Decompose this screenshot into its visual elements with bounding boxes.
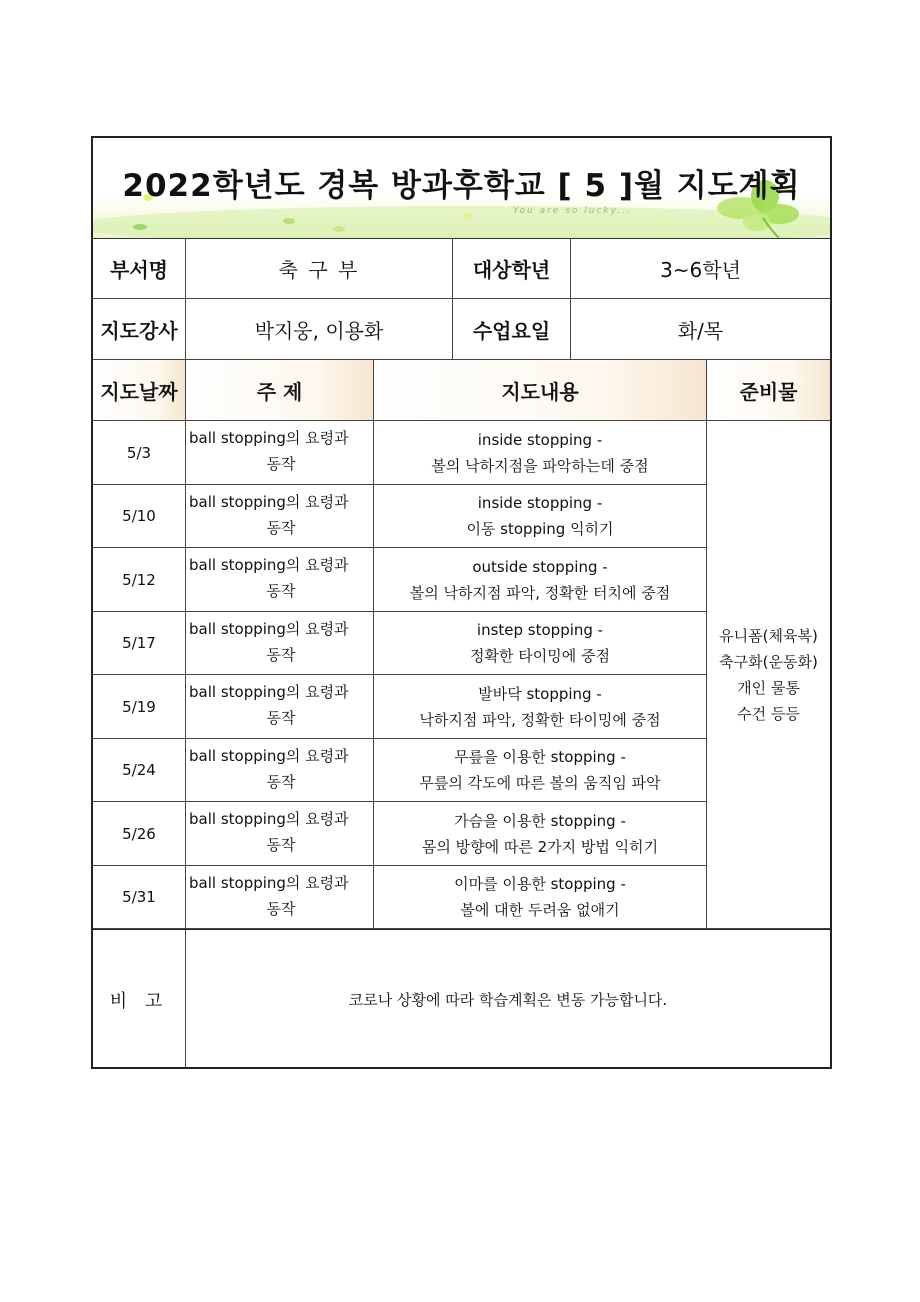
row-date: 5/31 bbox=[93, 866, 186, 929]
content-line2: 볼에 대한 두려움 없애기 bbox=[460, 901, 620, 919]
material-item: 개인 물통 bbox=[737, 678, 800, 697]
content-line2: 낙하지점 파악, 정확한 타이밍에 중점 bbox=[419, 710, 661, 729]
content-line1: inside stopping - bbox=[477, 494, 603, 512]
row-date: 5/19 bbox=[93, 675, 186, 739]
content-line2: 무릎의 각도에 따른 볼의 움직임 파악 bbox=[419, 774, 661, 792]
row-content bbox=[374, 421, 707, 485]
content-line1: 발바닥 stopping - bbox=[478, 684, 602, 703]
lesson-plan-table bbox=[91, 136, 832, 1069]
row-topic bbox=[186, 739, 374, 802]
content-line2: 몸의 방향에 따른 2가지 방법 익히기 bbox=[421, 837, 659, 856]
instructor-value: 박지웅, 이용화 bbox=[186, 299, 453, 360]
topic-line2: 동작 bbox=[266, 709, 296, 727]
header-date: 지도날짜 bbox=[93, 360, 186, 421]
row-content bbox=[374, 548, 707, 612]
topic-line1: ball stopping의 요령과 bbox=[189, 556, 349, 574]
topic-line2: 동작 bbox=[266, 836, 296, 854]
row-content bbox=[374, 866, 707, 929]
row-topic bbox=[186, 485, 374, 548]
row-topic bbox=[186, 866, 374, 929]
content-line2: 볼의 낙하지점을 파악하는데 중점 bbox=[431, 456, 649, 475]
topic-line1: ball stopping의 요령과 bbox=[189, 747, 349, 765]
content-line1: outside stopping - bbox=[472, 557, 608, 576]
row-topic bbox=[186, 612, 374, 675]
topic-line2: 동작 bbox=[266, 773, 296, 791]
topic-line2: 동작 bbox=[266, 900, 296, 918]
topic-line1: ball stopping의 요령과 bbox=[189, 683, 349, 701]
row-topic bbox=[186, 421, 374, 485]
department-label: 부서명 bbox=[93, 238, 186, 299]
header-topic: 주 제 bbox=[186, 360, 374, 421]
title-banner bbox=[93, 138, 830, 239]
material-item: 수건 등등 bbox=[737, 704, 800, 723]
row-date: 5/10 bbox=[93, 485, 186, 548]
banner-script-text: You are so lucky... bbox=[513, 206, 632, 216]
topic-line1: ball stopping의 요령과 bbox=[189, 493, 349, 511]
row-content bbox=[374, 739, 707, 802]
topic-line1: ball stopping의 요령과 bbox=[189, 874, 349, 892]
topic-line2: 동작 bbox=[266, 455, 296, 473]
class-day-value: 화/목 bbox=[571, 299, 830, 360]
material-item: 유니폼(체육복) bbox=[719, 626, 818, 645]
dot-decoration bbox=[333, 226, 345, 232]
header-content: 지도내용 bbox=[374, 360, 707, 421]
row-topic bbox=[186, 548, 374, 612]
row-content bbox=[374, 612, 707, 675]
material-item: 축구화(운동화) bbox=[719, 652, 818, 671]
content-line1: 가슴을 이용한 stopping - bbox=[454, 811, 626, 830]
topic-line2: 동작 bbox=[266, 582, 296, 600]
materials-cell bbox=[707, 421, 830, 929]
topic-line2: 동작 bbox=[266, 519, 296, 537]
row-topic bbox=[186, 675, 374, 739]
topic-line1: ball stopping의 요령과 bbox=[189, 620, 349, 638]
row-topic bbox=[186, 802, 374, 866]
instructor-label: 지도강사 bbox=[93, 299, 186, 360]
page-title: 2022학년도 경복 방과후학교 [ 5 ]월 지도계획 bbox=[122, 168, 801, 204]
content-line1: instep stopping - bbox=[476, 621, 604, 639]
remarks-section bbox=[93, 929, 830, 1012]
row-date: 5/3 bbox=[93, 421, 186, 485]
grade-label: 대상학년 bbox=[453, 238, 571, 299]
content-line2: 이동 stopping 익히기 bbox=[466, 520, 614, 538]
dot-decoration bbox=[133, 224, 147, 230]
grade-value: 3~6학년 bbox=[571, 238, 830, 299]
topic-line1: ball stopping의 요령과 bbox=[189, 810, 349, 828]
header-materials: 준비물 bbox=[707, 360, 830, 421]
content-line1: 이마를 이용한 stopping - bbox=[454, 875, 626, 893]
class-day-label: 수업요일 bbox=[453, 299, 571, 360]
content-line1: inside stopping - bbox=[477, 430, 603, 449]
department-value: 축 구 부 bbox=[186, 238, 453, 299]
row-date: 5/17 bbox=[93, 612, 186, 675]
content-line2: 정확한 타이밍에 중점 bbox=[470, 647, 610, 665]
remarks-value: 코로나 상황에 따라 학습계획은 변동 가능합니다. bbox=[348, 991, 668, 1009]
dot-decoration bbox=[283, 218, 295, 224]
remarks-label: 비 고 bbox=[93, 930, 186, 1069]
row-date: 5/26 bbox=[93, 802, 186, 866]
dot-decoration bbox=[463, 213, 471, 218]
row-date: 5/12 bbox=[93, 548, 186, 612]
row-content bbox=[374, 675, 707, 739]
topic-line1: ball stopping의 요령과 bbox=[189, 429, 349, 447]
row-date: 5/24 bbox=[93, 739, 186, 802]
row-content bbox=[374, 485, 707, 548]
content-line1: 무릎을 이용한 stopping - bbox=[454, 748, 626, 766]
row-content bbox=[374, 802, 707, 866]
topic-line2: 동작 bbox=[266, 646, 296, 664]
content-line2: 볼의 낙하지점 파악, 정확한 터치에 중점 bbox=[409, 583, 671, 602]
